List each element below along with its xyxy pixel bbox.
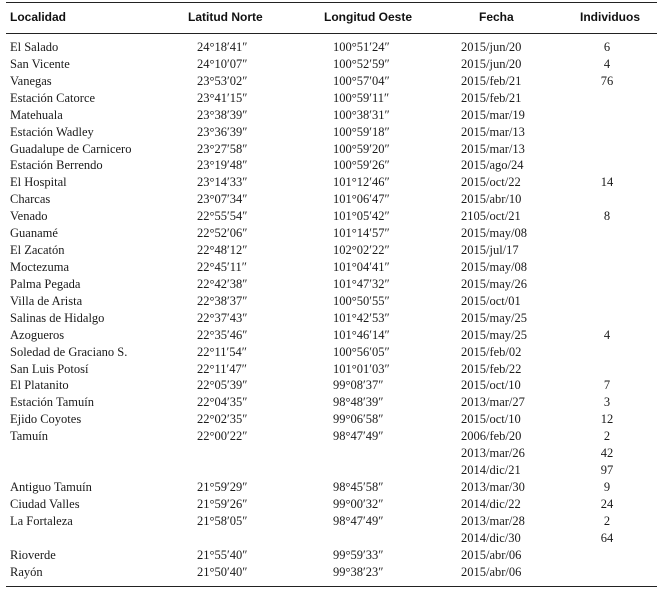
header-latitud: Latitud Norte bbox=[188, 10, 263, 24]
table-row bbox=[0, 428, 662, 445]
cell-fecha: 2006/feb/20 bbox=[461, 429, 522, 444]
table-row bbox=[0, 564, 662, 581]
cell-localidad: Salinas de Hidalgo bbox=[10, 310, 105, 325]
cell-fecha: 2015/feb/02 bbox=[461, 344, 522, 359]
table-row bbox=[0, 547, 662, 564]
cell-latitud: 23°19′48″ bbox=[197, 158, 248, 173]
cell-fecha: 2014/dic/22 bbox=[461, 496, 521, 511]
cell-longitud: 101°05′42″ bbox=[333, 209, 390, 224]
cell-fecha: 2015/feb/21 bbox=[461, 73, 522, 88]
cell-fecha: 2015/feb/22 bbox=[461, 361, 522, 376]
cell-localidad: Charcas bbox=[10, 192, 51, 207]
cell-latitud: 22°38′37″ bbox=[197, 293, 248, 308]
cell-localidad: Ciudad Valles bbox=[10, 496, 80, 511]
cell-localidad: San Vicente bbox=[10, 56, 70, 71]
cell-longitud: 101°12′46″ bbox=[333, 175, 390, 190]
cell-localidad: El Zacatón bbox=[10, 243, 65, 258]
cell-localidad: Rayón bbox=[10, 564, 43, 579]
header-rule bbox=[6, 33, 657, 34]
cell-latitud: 21°59′29″ bbox=[197, 479, 248, 494]
cell-fecha: 2015/abr/06 bbox=[461, 564, 522, 579]
cell-latitud: 23°53′02″ bbox=[197, 73, 248, 88]
cell-latitud: 24°10′07″ bbox=[197, 56, 248, 71]
cell-individuos: 2 bbox=[603, 513, 611, 528]
cell-latitud: 22°45′11″ bbox=[197, 259, 247, 274]
table-row bbox=[0, 276, 662, 293]
cell-fecha: 2015/mar/13 bbox=[461, 141, 525, 156]
cell-longitud: 101°47′32″ bbox=[333, 276, 390, 291]
cell-latitud: 22°11′54″ bbox=[197, 344, 247, 359]
cell-fecha: 2105/oct/21 bbox=[461, 209, 521, 224]
cell-longitud: 98°45′58″ bbox=[333, 479, 384, 494]
cell-fecha: 2015/abr/10 bbox=[461, 192, 522, 207]
cell-longitud: 98°47′49″ bbox=[333, 429, 384, 444]
cell-longitud: 101°14′57″ bbox=[333, 226, 390, 241]
cell-fecha: 2015/feb/21 bbox=[461, 90, 522, 105]
table-row bbox=[0, 496, 662, 513]
cell-individuos: 97 bbox=[600, 463, 614, 478]
cell-longitud: 101°04′41″ bbox=[333, 259, 390, 274]
cell-fecha: 2014/dic/30 bbox=[461, 530, 521, 545]
header-longitud: Longitud Oeste bbox=[324, 10, 412, 24]
cell-longitud: 99°08′37″ bbox=[333, 378, 384, 393]
cell-longitud: 100°59′11″ bbox=[333, 90, 390, 105]
cell-latitud: 22°52′06″ bbox=[197, 226, 248, 241]
table-row bbox=[0, 225, 662, 242]
table-row bbox=[0, 462, 662, 479]
table-row bbox=[0, 479, 662, 496]
cell-fecha: 2015/may/08 bbox=[461, 226, 527, 241]
cell-individuos: 7 bbox=[603, 378, 611, 393]
cell-longitud: 98°47′49″ bbox=[333, 513, 384, 528]
table-row bbox=[0, 361, 662, 378]
cell-fecha: 2014/dic/21 bbox=[461, 463, 521, 478]
cell-latitud: 22°04′35″ bbox=[197, 395, 248, 410]
table-row bbox=[0, 39, 662, 56]
cell-longitud: 99°06′58″ bbox=[333, 412, 384, 427]
table-row bbox=[0, 73, 662, 90]
cell-latitud: 22°05′39″ bbox=[197, 378, 248, 393]
cell-localidad: Estación Wadley bbox=[10, 124, 94, 139]
cell-longitud: 100°52′59″ bbox=[333, 56, 390, 71]
cell-individuos: 2 bbox=[603, 429, 611, 444]
cell-individuos: 42 bbox=[600, 446, 614, 461]
table-row bbox=[0, 56, 662, 73]
cell-longitud: 99°00′32″ bbox=[333, 496, 384, 511]
table-row bbox=[0, 377, 662, 394]
cell-fecha: 2013/mar/28 bbox=[461, 513, 525, 528]
cell-longitud: 100°59′20″ bbox=[333, 141, 390, 156]
cell-fecha: 2015/mar/13 bbox=[461, 124, 525, 139]
cell-longitud: 102°02′22″ bbox=[333, 243, 390, 258]
cell-latitud: 22°35′46″ bbox=[197, 327, 248, 342]
cell-longitud: 100°59′18″ bbox=[333, 124, 390, 139]
table-row bbox=[0, 208, 662, 225]
cell-latitud: 23°38′39″ bbox=[197, 107, 248, 122]
cell-fecha: 2015/jul/17 bbox=[461, 243, 519, 258]
table-top-rule bbox=[6, 2, 657, 3]
cell-localidad: Matehuala bbox=[10, 107, 63, 122]
cell-fecha: 2015/jun/20 bbox=[461, 40, 522, 54]
table-bottom-rule bbox=[6, 586, 657, 587]
cell-localidad: San Luis Potosí bbox=[10, 361, 89, 376]
cell-longitud: 100°56′05″ bbox=[333, 344, 390, 359]
cell-latitud: 24°18′41″ bbox=[197, 40, 248, 54]
table-row bbox=[0, 445, 662, 462]
cell-longitud: 98°48′39″ bbox=[333, 395, 384, 410]
cell-individuos: 64 bbox=[600, 530, 614, 545]
cell-latitud: 23°14′33″ bbox=[197, 175, 248, 190]
table-body bbox=[0, 39, 662, 581]
cell-localidad: Rioverde bbox=[10, 547, 56, 562]
table-row bbox=[0, 141, 662, 158]
cell-individuos: 3 bbox=[603, 395, 611, 410]
cell-localidad: Villa de Arista bbox=[10, 293, 83, 308]
cell-fecha: 2013/mar/30 bbox=[461, 479, 525, 494]
cell-individuos: 24 bbox=[600, 496, 614, 511]
cell-fecha: 2015/may/25 bbox=[461, 327, 527, 342]
table-row bbox=[0, 310, 662, 327]
cell-latitud: 23°27′58″ bbox=[197, 141, 248, 156]
cell-localidad: Guadalupe de Carnicero bbox=[10, 141, 132, 156]
cell-latitud: 22°02′35″ bbox=[197, 412, 248, 427]
cell-localidad: Ejido Coyotes bbox=[10, 412, 82, 427]
cell-latitud: 22°11′47″ bbox=[197, 361, 247, 376]
cell-localidad: Estación Tamuín bbox=[10, 395, 94, 410]
cell-longitud: 101°06′47″ bbox=[333, 192, 390, 207]
cell-fecha: 2015/may/08 bbox=[461, 259, 527, 274]
cell-longitud: 100°57′04″ bbox=[333, 73, 390, 88]
table-row bbox=[0, 124, 662, 141]
table-row bbox=[0, 327, 662, 344]
table-row bbox=[0, 191, 662, 208]
cell-longitud: 99°59′33″ bbox=[333, 547, 384, 562]
cell-localidad: Guanamé bbox=[10, 226, 58, 241]
table-row bbox=[0, 157, 662, 174]
cell-localidad: Palma Pegada bbox=[10, 276, 81, 291]
cell-latitud: 22°48′12″ bbox=[197, 243, 248, 258]
cell-localidad: Azogueros bbox=[10, 327, 65, 342]
cell-fecha: 2013/mar/27 bbox=[461, 395, 525, 410]
cell-longitud: 100°51′24″ bbox=[333, 40, 390, 54]
cell-individuos: 6 bbox=[603, 40, 611, 54]
cell-fecha: 2015/jun/20 bbox=[461, 56, 522, 71]
cell-fecha: 2015/abr/06 bbox=[461, 547, 522, 562]
cell-individuos: 14 bbox=[600, 175, 614, 190]
cell-localidad: Soledad de Graciano S. bbox=[10, 344, 128, 359]
header-fecha: Fecha bbox=[479, 10, 514, 24]
table-row bbox=[0, 411, 662, 428]
cell-localidad: Venado bbox=[10, 209, 48, 224]
cell-fecha: 2015/may/26 bbox=[461, 276, 527, 291]
table-row bbox=[0, 107, 662, 124]
cell-latitud: 22°00′22″ bbox=[197, 429, 248, 444]
table-row bbox=[0, 394, 662, 411]
cell-latitud: 21°50′40″ bbox=[197, 564, 248, 579]
cell-fecha: 2015/mar/19 bbox=[461, 107, 525, 122]
table-row bbox=[0, 530, 662, 547]
cell-latitud: 22°42′38″ bbox=[197, 276, 248, 291]
cell-latitud: 22°55′54″ bbox=[197, 209, 248, 224]
cell-fecha: 2015/oct/01 bbox=[461, 293, 521, 308]
cell-individuos: 76 bbox=[600, 73, 614, 88]
cell-fecha: 2015/ago/24 bbox=[461, 158, 524, 173]
table-row bbox=[0, 174, 662, 191]
cell-longitud: 99°38′23″ bbox=[333, 564, 384, 579]
cell-latitud: 22°37′43″ bbox=[197, 310, 248, 325]
cell-localidad: Moctezuma bbox=[10, 259, 70, 274]
cell-localidad: El Hospital bbox=[10, 175, 67, 190]
table-row bbox=[0, 344, 662, 361]
cell-longitud: 100°38′31″ bbox=[333, 107, 390, 122]
cell-localidad: Estación Catorce bbox=[10, 90, 96, 105]
table-row bbox=[0, 242, 662, 259]
cell-localidad: El Platanito bbox=[10, 378, 69, 393]
cell-longitud: 101°01′03″ bbox=[333, 361, 390, 376]
header-localidad: Localidad bbox=[10, 10, 67, 24]
table-row bbox=[0, 90, 662, 107]
cell-individuos: 4 bbox=[603, 56, 611, 71]
cell-latitud: 23°41′15″ bbox=[197, 90, 248, 105]
cell-latitud: 21°59′26″ bbox=[197, 496, 248, 511]
cell-longitud: 100°59′26″ bbox=[333, 158, 390, 173]
cell-latitud: 21°55′40″ bbox=[197, 547, 248, 562]
cell-fecha: 2015/oct/10 bbox=[461, 378, 521, 393]
header-individuos: Individuos bbox=[580, 10, 640, 24]
cell-localidad: Vanegas bbox=[10, 73, 52, 88]
cell-individuos: 9 bbox=[603, 479, 611, 494]
cell-localidad: Antiguo Tamuín bbox=[10, 479, 92, 494]
table-row bbox=[0, 293, 662, 310]
cell-individuos: 12 bbox=[600, 412, 614, 427]
cell-individuos: 4 bbox=[603, 327, 611, 342]
cell-localidad: El Salado bbox=[10, 40, 59, 54]
table-row bbox=[0, 259, 662, 276]
cell-longitud: 100°50′55″ bbox=[333, 293, 390, 308]
cell-localidad: Estación Berrendo bbox=[10, 158, 103, 173]
cell-localidad: La Fortaleza bbox=[10, 513, 73, 528]
cell-latitud: 23°07′34″ bbox=[197, 192, 248, 207]
cell-latitud: 23°36′39″ bbox=[197, 124, 248, 139]
table-row bbox=[0, 513, 662, 530]
cell-fecha: 2015/oct/10 bbox=[461, 412, 521, 427]
cell-fecha: 2015/may/25 bbox=[461, 310, 527, 325]
cell-individuos: 8 bbox=[603, 209, 611, 224]
cell-longitud: 101°42′53″ bbox=[333, 310, 390, 325]
cell-localidad: Tamuín bbox=[10, 429, 49, 444]
cell-latitud: 21°58′05″ bbox=[197, 513, 248, 528]
cell-fecha: 2015/oct/22 bbox=[461, 175, 521, 190]
cell-longitud: 101°46′14″ bbox=[333, 327, 390, 342]
cell-fecha: 2013/mar/26 bbox=[461, 446, 525, 461]
